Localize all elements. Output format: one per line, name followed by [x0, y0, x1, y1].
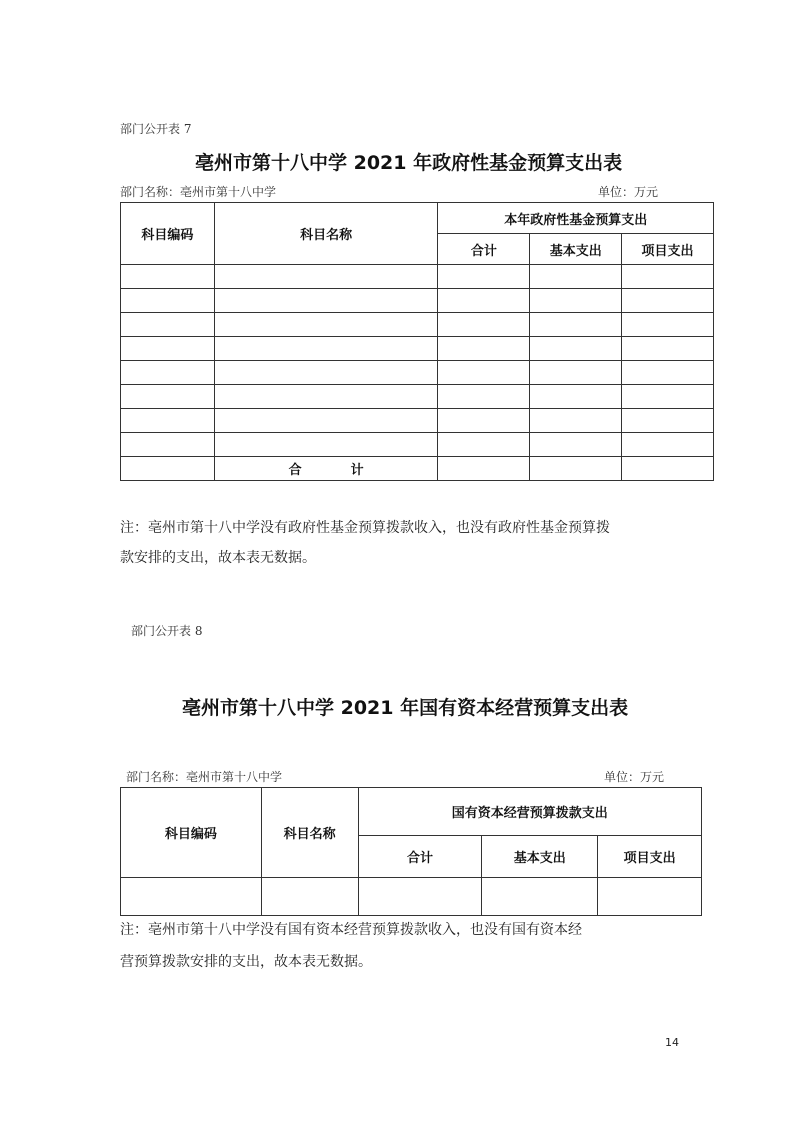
header-code: 科目编码 [121, 788, 262, 878]
table8-title: 亳州市第十八中学 2021 年国有资本经营预算支出表 [182, 697, 629, 719]
page-number: 14 [665, 1036, 679, 1049]
table-row [121, 289, 714, 313]
table7-label: 部门公开表 7 [120, 122, 192, 136]
table8-unit: 单位：万元 [604, 770, 665, 784]
total-row [121, 457, 714, 481]
table-row [121, 878, 702, 916]
header-name: 科目名称 [214, 203, 438, 265]
total-label-2: 计 [350, 463, 364, 478]
table-row [121, 409, 714, 433]
header-total: 合计 [358, 836, 482, 878]
table8-dept: 部门名称：亳州市第十八中学 [126, 770, 283, 784]
table-row [121, 433, 714, 457]
table-row [121, 361, 714, 385]
table8-note-line2: 营预算拨款安排的支出，故本表无数据。 [120, 954, 372, 970]
header-group: 本年政府性基金预算支出 [438, 203, 714, 234]
table-row [121, 313, 714, 337]
header-project: 项目支出 [598, 836, 702, 878]
header-basic: 基本支出 [530, 234, 622, 265]
total-label-1: 合 [288, 463, 302, 478]
header-basic: 基本支出 [482, 836, 598, 878]
total-label [214, 457, 438, 481]
table-row [121, 385, 714, 409]
table8 [120, 787, 702, 916]
table7-note-line2: 款安排的支出，故本表无数据。 [120, 550, 316, 566]
table7-note-line1: 注：亳州市第十八中学没有政府性基金预算拨款收入，也没有政府性基金预算拨 [120, 520, 610, 536]
header-group: 国有资本经营预算拨款支出 [358, 788, 701, 836]
header-project: 项目支出 [622, 234, 714, 265]
table7 [120, 202, 714, 481]
table-row [121, 265, 714, 289]
table-row [121, 337, 714, 361]
table7-unit: 单位：万元 [598, 185, 659, 199]
table8-label: 部门公开表 8 [131, 624, 203, 638]
table8-note-line1: 注：亳州市第十八中学没有国有资本经营预算拨款收入，也没有国有资本经 [120, 922, 582, 938]
header-code: 科目编码 [121, 203, 215, 265]
header-total: 合计 [438, 234, 530, 265]
header-name: 科目名称 [261, 788, 358, 878]
table7-title: 亳州市第十八中学 2021 年政府性基金预算支出表 [195, 152, 623, 174]
table7-dept: 部门名称：亳州市第十八中学 [120, 185, 277, 199]
